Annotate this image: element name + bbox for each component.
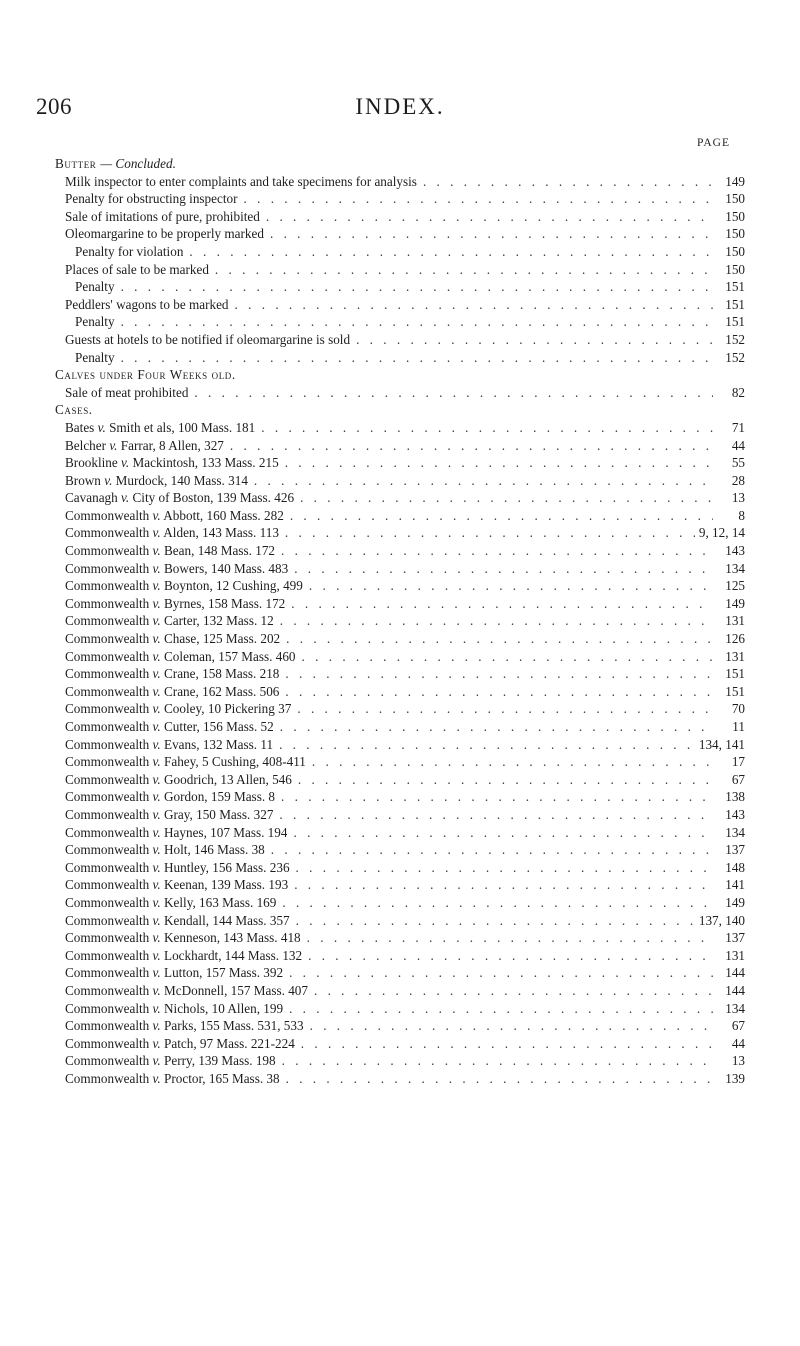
leader-dots [276, 1052, 713, 1070]
index-entry [55, 190, 745, 208]
index-entry [55, 173, 745, 191]
index-entry [55, 208, 745, 226]
leader-dots [301, 929, 713, 947]
entry-text: Commonwealth v. Evans, 132 Mass. 11 [65, 736, 274, 752]
index-entry [55, 261, 745, 279]
leader-dots [279, 454, 713, 472]
leader-dots [229, 296, 713, 314]
index-entry [55, 225, 745, 243]
index-entry [55, 718, 745, 736]
entry-page: 141 [725, 877, 745, 893]
entry-page: 143 [725, 543, 745, 559]
index-entry [55, 489, 745, 507]
entry-page: 137 [725, 930, 745, 946]
entry-page: 150 [725, 208, 745, 224]
entry-page: 13 [731, 490, 745, 506]
entry-text: Commonwealth v. Chase, 125 Mass. 202 [65, 631, 281, 647]
index-entry [55, 630, 745, 648]
entry-page: 137 [725, 842, 745, 858]
index-entry [55, 806, 745, 824]
index-entry [55, 331, 745, 349]
entry-text: Commonwealth v. Coleman, 157 Mass. 460 [65, 648, 296, 664]
index-entry [55, 1017, 745, 1035]
leader-dots [295, 1035, 713, 1053]
entry-text: Bates v. Smith et als, 100 Mass. 181 [65, 419, 256, 435]
leader-dots [285, 595, 713, 613]
index-entry [55, 859, 745, 877]
entry-page: 150 [725, 243, 745, 259]
leader-dots [275, 542, 713, 560]
entry-page: 144 [725, 965, 745, 981]
entry-page: 143 [725, 806, 745, 822]
section-heading [55, 401, 745, 419]
entry-text: Oleomargarine to be properly marked [65, 226, 264, 242]
index-entry [55, 824, 745, 842]
index-entry [55, 612, 745, 630]
entry-text: Commonwealth v. Proctor, 165 Mass. 38 [65, 1070, 280, 1086]
entry-text: Commonwealth v. Alden, 143 Mass. 113 [65, 525, 279, 541]
entry-text: Milk inspector to enter complaints and take specimens for analysis [65, 173, 417, 189]
leader-dots [255, 419, 713, 437]
leader-dots [287, 824, 713, 842]
page-column-label: PAGE [697, 137, 730, 149]
index-entry [55, 683, 745, 701]
index-entry [55, 753, 745, 771]
entry-text: Penalty for obstructing inspector [65, 191, 238, 207]
index-entry [55, 894, 745, 912]
leader-dots [273, 806, 713, 824]
leader-dots [288, 876, 713, 894]
entry-page: 134 [725, 824, 745, 840]
leader-dots [283, 964, 713, 982]
index-entry [55, 1035, 745, 1053]
entry-text: Penalty [75, 279, 115, 295]
entry-text: Commonwealth v. Boynton, 12 Cushing, 499 [65, 578, 303, 594]
index-entry [55, 788, 745, 806]
entry-text: Places of sale to be marked [65, 261, 209, 277]
leader-dots [279, 524, 695, 542]
leader-dots [224, 437, 713, 455]
entry-page: 28 [731, 472, 745, 488]
entry-page: 150 [725, 191, 745, 207]
index-entry [55, 384, 745, 402]
entry-page: 131 [725, 613, 745, 629]
section-heading-title: Calves under Four Weeks old. [55, 367, 236, 383]
entry-text: Commonwealth v. Nichols, 10 Allen, 199 [65, 1000, 284, 1016]
entry-page: 151 [725, 314, 745, 330]
leader-dots [296, 648, 713, 666]
index-entry [55, 648, 745, 666]
leader-dots [284, 507, 713, 525]
entry-page: 70 [731, 701, 745, 717]
index-entry [55, 437, 745, 455]
leader-dots [304, 1017, 713, 1035]
entry-page: 55 [731, 455, 745, 471]
entry-text: Sale of meat prohibited [65, 384, 189, 400]
entry-text: Belcher v. Farrar, 8 Allen, 327 [65, 437, 224, 453]
page-number: 206 [36, 94, 72, 119]
leader-dots [291, 700, 713, 718]
leader-dots [265, 841, 713, 859]
index-entry [55, 876, 745, 894]
index-entry [55, 982, 745, 1000]
index-entry [55, 912, 745, 930]
leader-dots [279, 665, 713, 683]
entry-text: Commonwealth v. Kendall, 144 Mass. 357 [65, 912, 290, 928]
entry-page: 139 [725, 1070, 745, 1086]
leader-dots [274, 612, 713, 630]
section-heading-suffix: — Concluded. [100, 156, 176, 171]
entry-text: Commonwealth v. Gray, 150 Mass. 327 [65, 806, 274, 822]
index-entry [55, 1052, 745, 1070]
entry-page: 137, 140 [698, 912, 745, 928]
index-entry [55, 524, 745, 542]
entry-text: Commonwealth v. Kenneson, 143 Mass. 418 [65, 930, 301, 946]
entry-text: Penalty for violation [75, 243, 184, 259]
leader-dots [280, 630, 713, 648]
leader-dots [183, 243, 713, 261]
index-entry [55, 419, 745, 437]
index-entry [55, 243, 745, 261]
leader-dots [306, 753, 713, 771]
entry-text: Commonwealth v. Keenan, 139 Mass. 193 [65, 877, 289, 893]
leader-dots [302, 947, 713, 965]
leader-dots [294, 489, 713, 507]
index-entry [55, 278, 745, 296]
leader-dots [303, 577, 713, 595]
index-entry [55, 507, 745, 525]
index-entry [55, 771, 745, 789]
entry-text: Commonwealth v. Fahey, 5 Cushing, 408-411 [65, 754, 306, 770]
index-entry [55, 929, 745, 947]
entry-text: Commonwealth v. Goodrich, 13 Allen, 546 [65, 771, 292, 787]
entry-text: Guests at hotels to be notified if oleomargarine is sold [65, 331, 351, 347]
entry-page: 152 [725, 331, 745, 347]
index-entry [55, 841, 745, 859]
entry-text: Commonwealth v. Gordon, 159 Mass. 8 [65, 789, 276, 805]
entry-page: 13 [731, 1053, 745, 1069]
section-heading-title: Butter [55, 156, 97, 171]
entry-text: Commonwealth v. Perry, 139 Mass. 198 [65, 1053, 276, 1069]
index-entry [55, 472, 745, 490]
leader-dots [288, 560, 713, 578]
entry-page: 151 [725, 279, 745, 295]
entry-page: 151 [725, 296, 745, 312]
index-entries [55, 155, 745, 1087]
section-heading-title: Cases. [55, 402, 93, 418]
index-entry [55, 964, 745, 982]
leader-dots [290, 912, 695, 930]
index-entry [55, 736, 745, 754]
leader-dots [264, 225, 713, 243]
leader-dots [292, 771, 713, 789]
entry-text: Commonwealth v. Patch, 97 Mass. 221-224 [65, 1035, 295, 1051]
entry-page: 150 [725, 261, 745, 277]
index-entry [55, 1000, 745, 1018]
entry-page: 131 [725, 947, 745, 963]
entry-page: 8 [738, 507, 745, 523]
entry-page: 44 [731, 1035, 745, 1051]
entry-text: Penalty [75, 314, 115, 330]
entry-page: 71 [731, 419, 745, 435]
index-entry [55, 454, 745, 472]
leader-dots [417, 173, 713, 191]
entry-page: 9, 12, 14 [698, 525, 745, 541]
entry-text: Commonwealth v. Lutton, 157 Mass. 392 [65, 965, 284, 981]
entry-text: Penalty [75, 349, 115, 365]
entry-page: 134 [725, 560, 745, 576]
index-entry [55, 700, 745, 718]
entry-text: Commonwealth v. Cooley, 10 Pickering 37 [65, 701, 292, 717]
entry-text: Commonwealth v. Crane, 158 Mass. 218 [65, 666, 280, 682]
entry-page: 67 [731, 771, 745, 787]
entry-text: Commonwealth v. Lockhardt, 144 Mass. 132 [65, 947, 303, 963]
leader-dots [188, 384, 713, 402]
leader-dots [290, 859, 713, 877]
leader-dots [260, 208, 713, 226]
entry-page: 150 [725, 226, 745, 242]
index-entry [55, 296, 745, 314]
entry-text: Commonwealth v. Bowers, 140 Mass. 483 [65, 560, 289, 576]
leader-dots [283, 1000, 713, 1018]
entry-page: 149 [725, 894, 745, 910]
entry-text: Commonwealth v. Holt, 146 Mass. 38 [65, 842, 265, 858]
leader-dots [279, 683, 713, 701]
entry-page: 17 [731, 754, 745, 770]
entry-page: 152 [725, 349, 745, 365]
index-entry [55, 349, 745, 367]
leader-dots [350, 331, 713, 349]
entry-text: Peddlers' wagons to be marked [65, 296, 229, 312]
leader-dots [115, 313, 713, 331]
index-entry [55, 560, 745, 578]
index-entry [55, 947, 745, 965]
index-entry [55, 665, 745, 683]
entry-page: 125 [725, 578, 745, 594]
entry-text: Commonwealth v. Cutter, 156 Mass. 52 [65, 719, 274, 734]
leader-dots [115, 349, 713, 367]
leader-dots [274, 718, 713, 736]
entry-text: Brookline v. Mackintosh, 133 Mass. 215 [65, 455, 279, 471]
index-entry [55, 1070, 745, 1088]
leader-dots [280, 1070, 713, 1088]
index-entry [55, 313, 745, 331]
entry-page: 134, 141 [698, 736, 745, 752]
entry-page: 151 [725, 666, 745, 682]
entry-text: Sale of imitations of pure, prohibited [65, 208, 260, 224]
entry-page: 138 [725, 789, 745, 805]
entry-text: Commonwealth v. Haynes, 107 Mass. 194 [65, 824, 288, 840]
entry-text: Commonwealth v. Kelly, 163 Mass. 169 [65, 894, 277, 910]
entry-text: Commonwealth v. Bean, 148 Mass. 172 [65, 543, 276, 559]
leader-dots [275, 788, 713, 806]
entry-page: 148 [725, 859, 745, 875]
leader-dots [248, 472, 713, 490]
index-entry [55, 595, 745, 613]
entry-text: Commonwealth v. McDonnell, 157 Mass. 407 [65, 982, 308, 998]
entry-text: Commonwealth v. Carter, 132 Mass. 12 [65, 613, 274, 629]
entry-page: 11 [732, 719, 745, 734]
entry-text: Cavanagh v. City of Boston, 139 Mass. 426 [65, 490, 295, 506]
index-entry [55, 542, 745, 560]
leader-dots [273, 736, 695, 754]
entry-text: Brown v. Murdock, 140 Mass. 314 [65, 472, 248, 488]
leader-dots [238, 190, 714, 208]
index-entry [55, 577, 745, 595]
section-heading [55, 155, 745, 173]
entry-page: 67 [731, 1018, 745, 1034]
running-head: INDEX. [355, 94, 445, 119]
entry-page: 151 [725, 683, 745, 699]
entry-text: Commonwealth v. Parks, 155 Mass. 531, 533 [65, 1018, 304, 1034]
entry-page: 134 [725, 1000, 745, 1016]
leader-dots [209, 261, 713, 279]
entry-page: 82 [731, 384, 745, 400]
entry-page: 126 [725, 631, 745, 647]
entry-page: 149 [725, 173, 745, 189]
entry-text: Commonwealth v. Crane, 162 Mass. 506 [65, 683, 280, 699]
section-heading [55, 366, 745, 384]
entry-text: Commonwealth v. Abbott, 160 Mass. 282 [65, 507, 284, 523]
leader-dots [276, 894, 713, 912]
entry-page: 44 [731, 437, 745, 453]
leader-dots [308, 982, 713, 1000]
entry-page: 144 [725, 982, 745, 998]
entry-page: 149 [725, 595, 745, 611]
entry-page: 131 [725, 648, 745, 664]
entry-text: Commonwealth v. Huntley, 156 Mass. 236 [65, 859, 290, 875]
leader-dots [115, 278, 713, 296]
entry-text: Commonwealth v. Byrnes, 158 Mass. 172 [65, 595, 286, 611]
